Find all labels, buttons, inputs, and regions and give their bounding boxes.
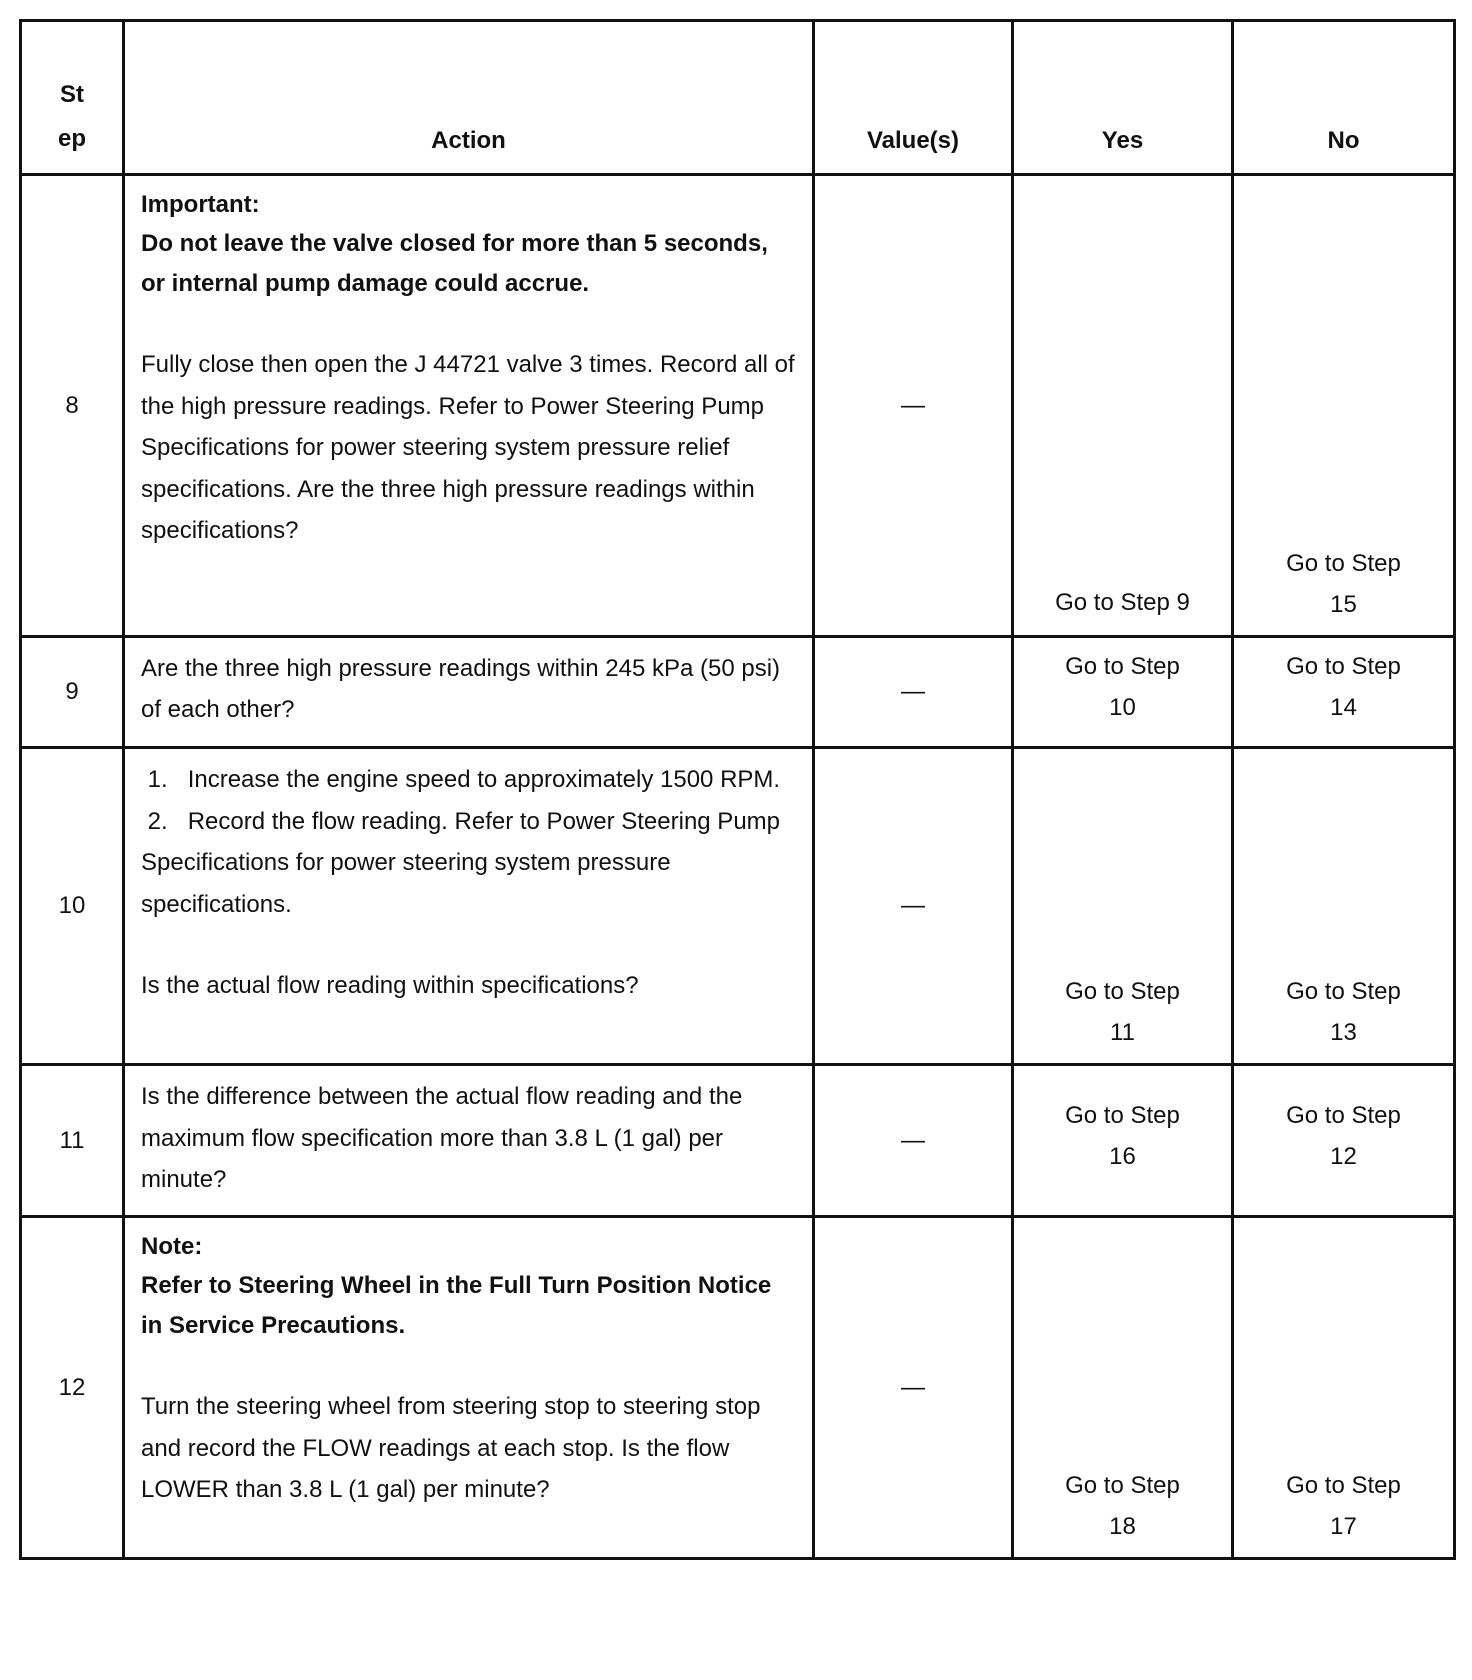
yes-cell (1013, 1217, 1233, 1559)
step-number: 12 (21, 1217, 124, 1559)
no-text: Go to Step 13 (1286, 978, 1401, 1046)
action-text: Is the difference between the actual flow reading and the maximum flow specification more than 3.8 L (1 gal) per minute? (141, 1083, 743, 1193)
action-cell (124, 175, 814, 637)
action-cell (124, 1217, 814, 1559)
value-cell: — (814, 1217, 1013, 1559)
important-text: Do not leave the valve closed for more than 5 seconds, or internal pump damage could accrue. (141, 230, 768, 297)
action-text: Are the three high pressure readings within 245 kPa (50 psi) of each other? (141, 655, 781, 723)
list-text: Increase the engine speed to approximately 1500 RPM. (187, 766, 781, 793)
yes-text: Go to Step 16 (1065, 1101, 1180, 1170)
value-cell: — (814, 637, 1013, 748)
list-number: 2. (147, 807, 168, 835)
no-text: Go to Step 15 (1286, 550, 1401, 618)
list-text: Record the flow reading. Refer to Power Steering Pump Specifications for power steering system pressure specifications. (141, 807, 781, 918)
step-number: 10 (21, 748, 124, 1065)
header-step-line2: ep (57, 125, 86, 152)
header-step (21, 21, 124, 175)
note-text: Refer to Steering Wheel in the Full Turn Position Notice in Service Precautions. (141, 1272, 772, 1339)
table-row (21, 637, 1455, 748)
action-cell (124, 637, 814, 748)
yes-text: Go to Step 10 (1065, 653, 1180, 721)
no-cell (1233, 637, 1455, 748)
list-item (141, 759, 796, 801)
important-label: Important: (141, 191, 260, 218)
action-text: Turn the steering wheel from steering stop to steering stop and record the FLOW readings at each stop. Is the flow LOWER than 3.8 L (1 gal) per minute? (141, 1393, 761, 1503)
value-cell: — (814, 748, 1013, 1065)
header-no: No (1233, 21, 1455, 175)
yes-cell (1013, 748, 1233, 1065)
table-row (21, 175, 1455, 637)
yes-text: Go to Step 11 (1065, 978, 1180, 1046)
list-item (141, 801, 796, 926)
no-cell (1233, 1217, 1455, 1559)
step-number: 8 (21, 175, 124, 637)
header-row (21, 21, 1455, 175)
yes-text: Go to Step 18 (1065, 1472, 1180, 1540)
header-action: Action (124, 21, 814, 175)
step-number: 9 (21, 637, 124, 748)
action-cell (124, 748, 814, 1065)
step-number: 11 (21, 1065, 124, 1217)
no-text: Go to Step 12 (1286, 1101, 1401, 1170)
header-step-line1: St (60, 81, 84, 108)
action-cell (124, 1065, 814, 1217)
value-cell: — (814, 1065, 1013, 1217)
table-row (21, 748, 1455, 1065)
header-yes: Yes (1013, 21, 1233, 175)
value-cell: — (814, 175, 1013, 637)
no-cell (1233, 175, 1455, 637)
yes-cell: Go to Step 9 (1013, 175, 1233, 637)
action-text: Fully close then open the J 44721 valve 3 times. Record all of the high pressure readings. Refer to Power Steering Pump Specifications for power steering system pressure relief specifications. Are the three high pressure readings within specifications? (141, 351, 795, 544)
table-row (21, 1065, 1455, 1217)
list-number: 1. (147, 766, 168, 793)
action-question: Is the actual flow reading within specifications? (141, 972, 639, 999)
table-row (21, 1217, 1455, 1559)
header-values: Value(s) (814, 21, 1013, 175)
yes-cell (1013, 637, 1233, 748)
note-label: Note: (141, 1233, 203, 1260)
no-cell (1233, 1065, 1455, 1217)
diagnostic-table (19, 19, 1456, 1560)
no-text: Go to Step 14 (1286, 653, 1401, 721)
yes-cell (1013, 1065, 1233, 1217)
no-cell (1233, 748, 1455, 1065)
no-text: Go to Step 17 (1286, 1472, 1401, 1540)
